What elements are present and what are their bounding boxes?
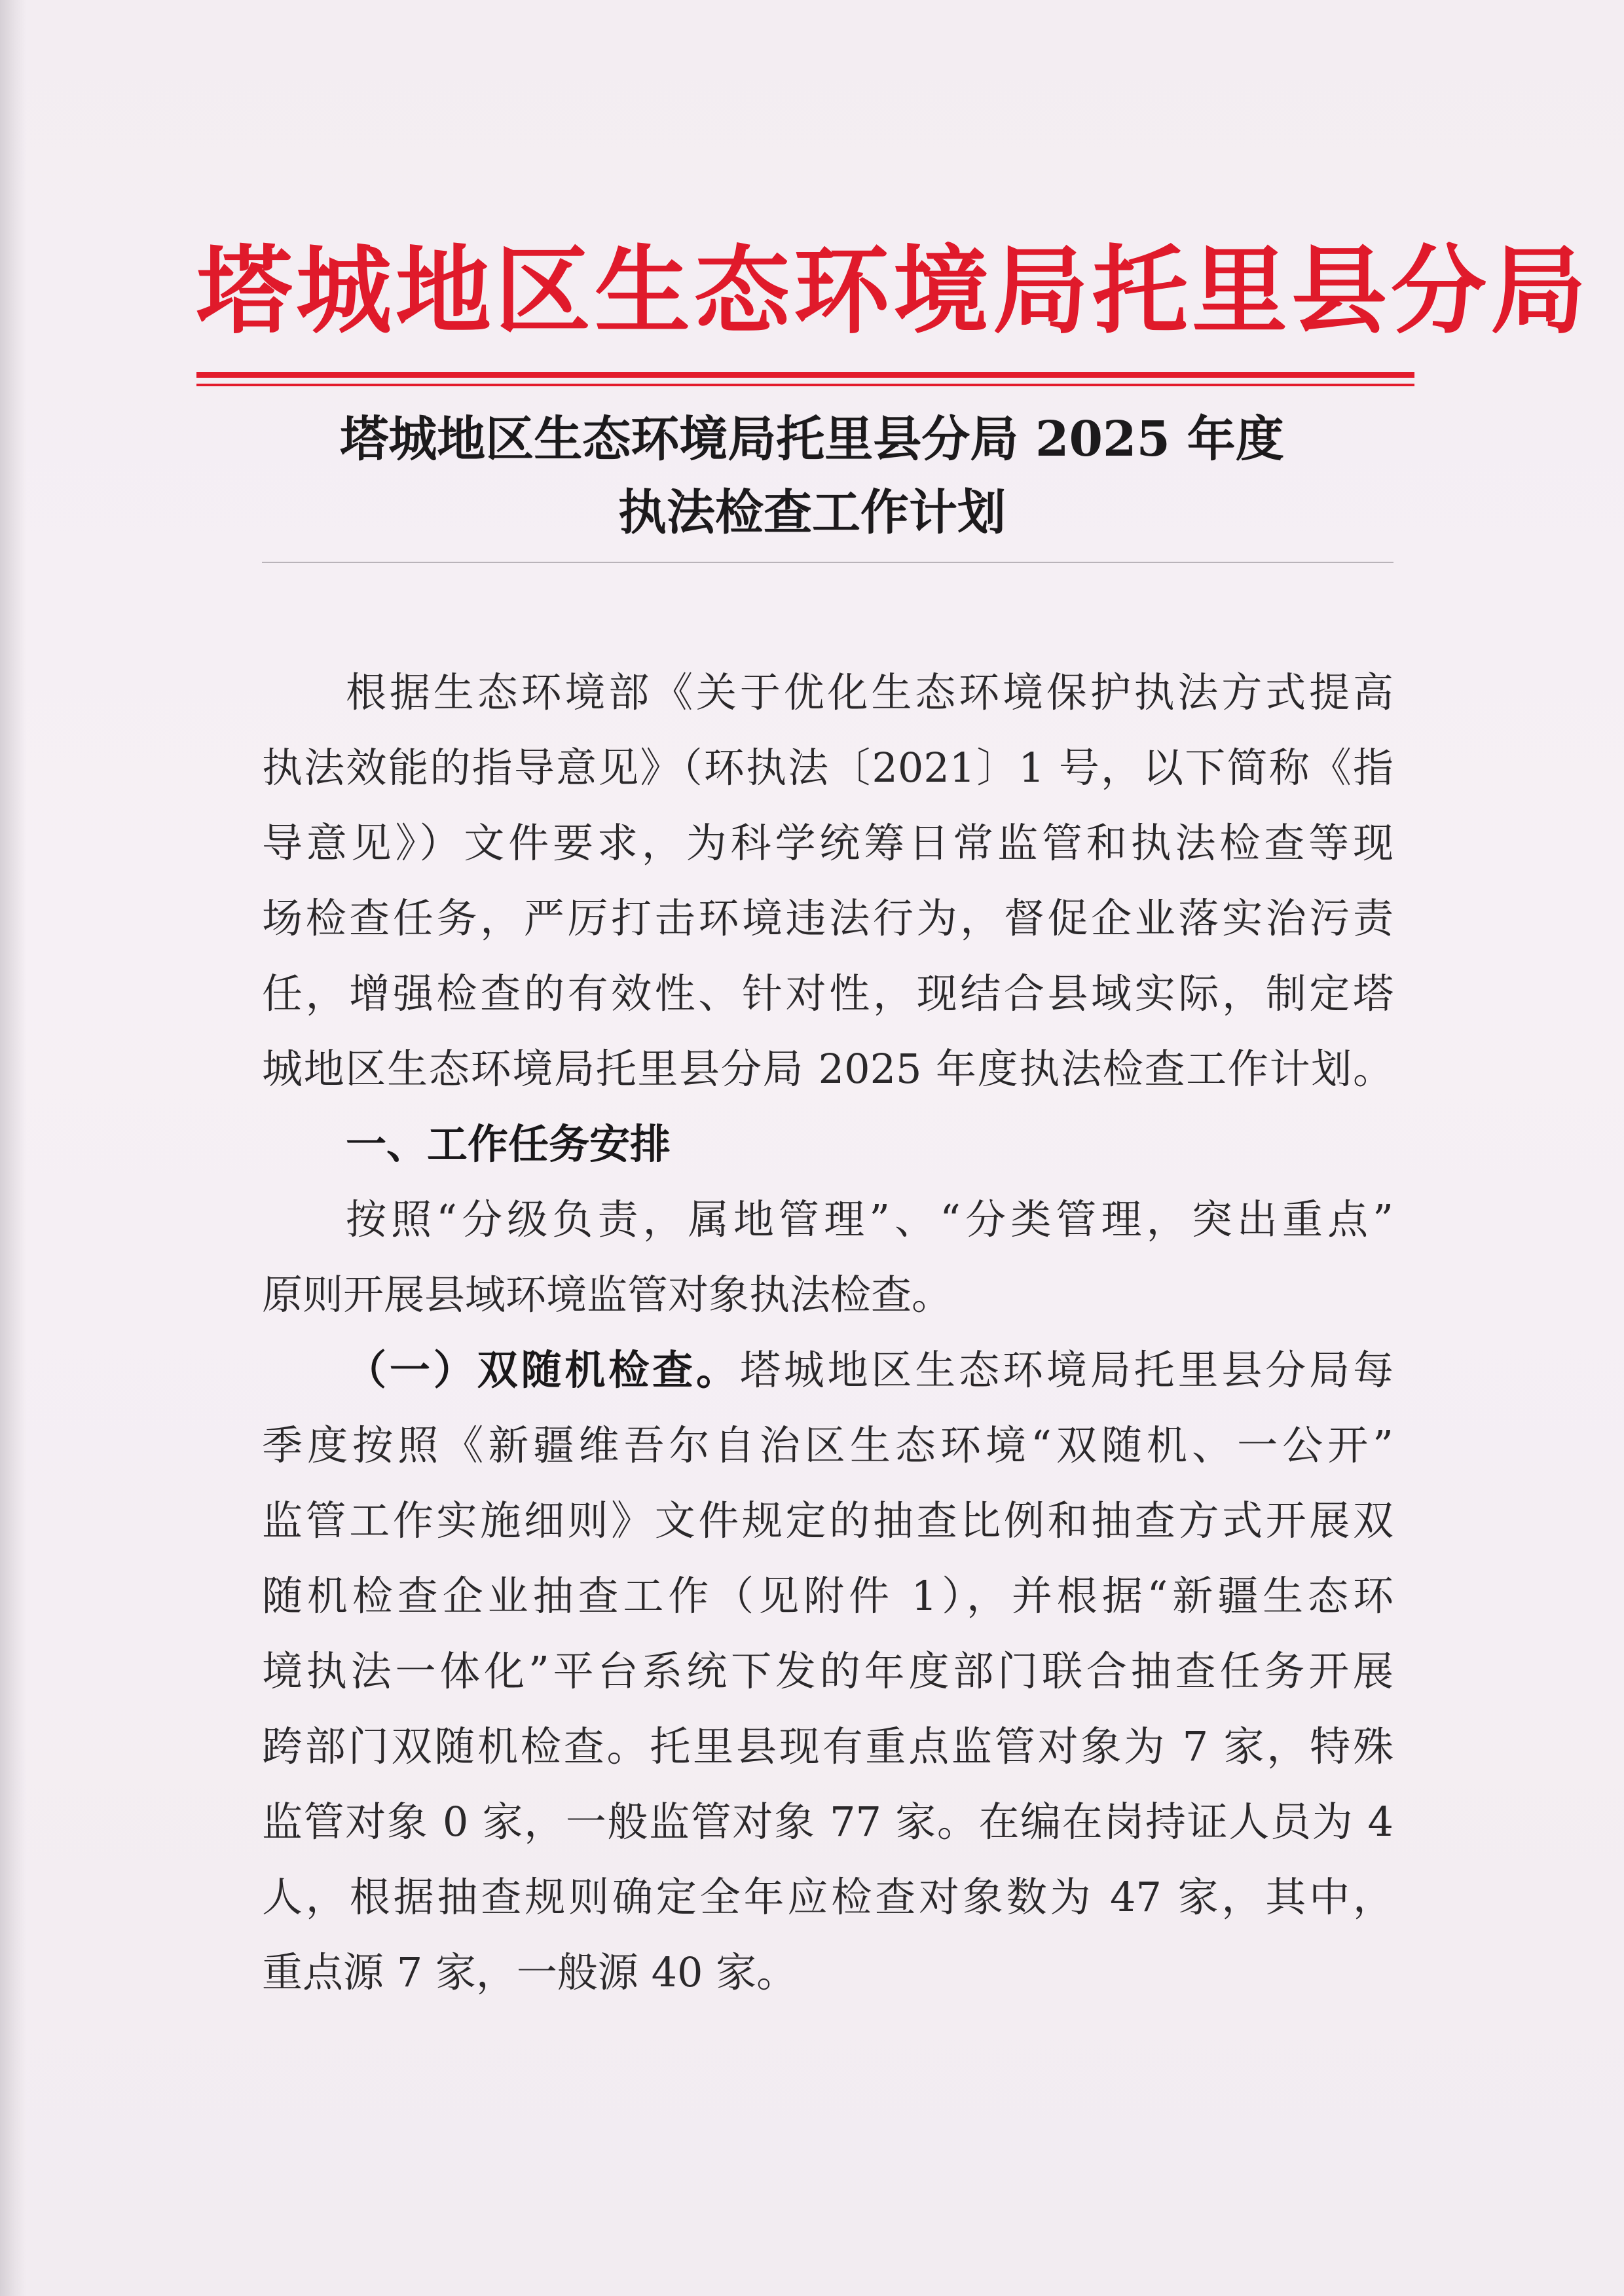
title-divider [262, 562, 1393, 563]
paragraph-1-line: 场检查任务，严厉打击环境违法行为，督促企业落实治污责 [262, 894, 1393, 942]
document-title-line-1: 塔城地区生态环境局托里县分局 2025 年度 [340, 411, 1284, 467]
paragraph-3-line-text: 塔城地区生态环境局托里县分局每 [739, 1346, 1393, 1394]
paragraph-3-line: 跨部门双随机检查。托里县现有重点监管对象为 7 家，特殊 [262, 1722, 1393, 1770]
subsection-heading-double-random: （一）双随机检查。 [346, 1346, 740, 1394]
paragraph-1-line: 执法效能的指导意见》（环执法〔2021〕1 号，以下简称《指 [262, 744, 1393, 792]
paragraph-3-line: 境执法一体化”平台系统下发的年度部门联合抽查任务开展 [262, 1647, 1393, 1695]
paragraph-1-line: 根据生态环境部《关于优化生态环境保护执法方式提高 [346, 668, 1393, 716]
letterhead-org-name: 塔城地区生态环境局托里县分局 [196, 235, 1590, 347]
letterhead-red-rule-thick [196, 372, 1414, 378]
paragraph-3-line: 监管对象 0 家，一般监管对象 77 家。在编在岗持证人员为 4 [262, 1798, 1393, 1846]
document-body [262, 655, 1393, 2010]
paragraph-3-line: 监管工作实施细则》文件规定的抽查比例和抽查方式开展双 [262, 1497, 1393, 1544]
paragraph-3-line: 重点源 7 家，一般源 40 家。 [262, 1948, 798, 1996]
document-title-line-2: 执法检查工作计划 [618, 484, 1006, 541]
paragraph-1-line: 城地区生态环境局托里县分局 2025 年度执法检查工作计划。 [262, 1045, 1393, 1093]
paragraph-2-line: 原则开展县域环境监管对象执法检查。 [262, 1271, 953, 1319]
paragraph-3-line: 季度按照《新疆维吾尔自治区生态环境“双随机、一公开” [262, 1421, 1393, 1469]
paragraph-3-line: 随机检查企业抽查工作（见附件 1），并根据“新疆生态环 [262, 1572, 1393, 1620]
section-heading-1: 一、工作任务安排 [346, 1120, 671, 1168]
paragraph-1-line: 任，增强检查的有效性、针对性，现结合县域实际，制定塔 [262, 970, 1393, 1017]
paragraph-3-line: 人，根据抽查规则确定全年应检查对象数为 47 家，其中， [262, 1873, 1393, 1921]
document-title [216, 403, 1408, 549]
letterhead-red-rule-thin [196, 384, 1414, 386]
paragraph-3-first-line [262, 1332, 1393, 1408]
scan-edge-shadow [0, 0, 26, 2296]
paragraph-2-line: 按照“分级负责，属地管理”、“分类管理，突出重点” [346, 1195, 1393, 1243]
paragraph-1-line: 导意见》）文件要求，为科学统筹日常监管和执法检查等现 [262, 819, 1393, 867]
